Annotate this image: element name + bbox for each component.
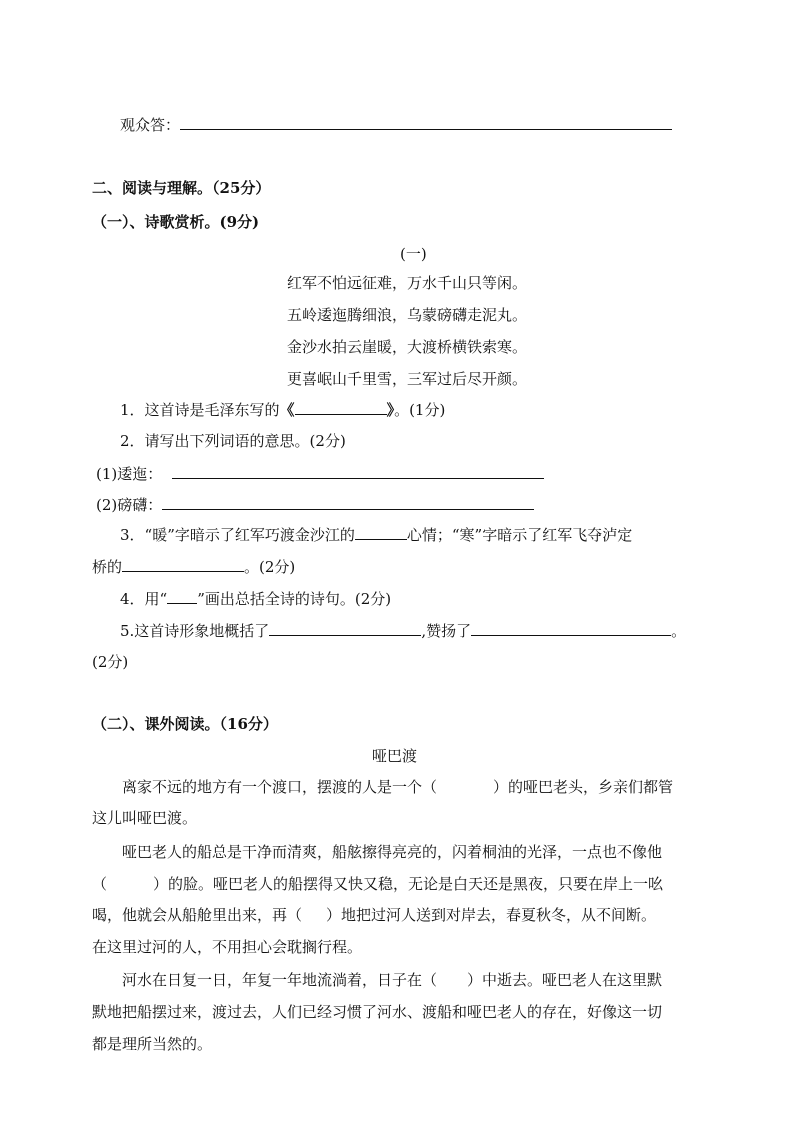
q5-answer-blank-1[interactable] bbox=[269, 620, 421, 636]
story-p2-line-3: 喝，他就会从船舱里出来，再（ ）地把过河人送到对岸去，春夏秋冬，从不间断。 bbox=[92, 906, 657, 924]
story-p2-line-1: 哑巴老人的船总是干净而清爽，船舷擦得亮亮的，闪着桐油的光泽，一点也不像他 bbox=[122, 843, 663, 861]
story-p3-line-1: 河水在日复一日，年复一年地流淌着，日子在（ ）中逝去。哑巴老人在这里默 bbox=[122, 971, 663, 989]
question-3-line-1: 3．“暖”字暗示了红军巧渡金沙江的 心情；“寒”字暗示了红军飞夺泸定 bbox=[120, 526, 633, 544]
q3-answer-blank-2[interactable] bbox=[122, 556, 244, 572]
part2-title: （二）、课外阅读。（16分） bbox=[92, 715, 278, 733]
q4-underline-sample bbox=[167, 588, 197, 604]
story-p1-line-1: 离家不远的地方有一个渡口，摆渡的人是一个（ ）的哑巴老头，乡亲们都管 bbox=[122, 778, 674, 796]
question-2: 2．请写出下列词语的意思。(2分) bbox=[120, 432, 346, 450]
story-title: 哑巴渡 bbox=[372, 747, 418, 765]
q2-2-answer-blank[interactable] bbox=[162, 494, 534, 510]
section2-title: 二、阅读与理解。（25分） bbox=[92, 179, 271, 197]
question-5-score: (2分) bbox=[92, 653, 129, 671]
q2-1-answer-blank[interactable] bbox=[172, 463, 544, 479]
audience-answer-blank[interactable] bbox=[180, 114, 672, 130]
poem-line-3: 金沙水拍云崖暖，大渡桥横铁索寒。 bbox=[287, 338, 528, 356]
story-p3-line-2: 默地把船摆过来，渡过去，人们已经习惯了河水、渡船和哑巴老人的存在，好像这一切 bbox=[92, 1003, 663, 1021]
question-2-2: (2)磅礴： bbox=[96, 494, 534, 515]
question-1: 1．这首诗是毛泽东写的《 》。(1分) bbox=[120, 401, 446, 419]
poem-line-1: 红军不怕远征难，万水千山只等闲。 bbox=[287, 274, 528, 292]
question-2-1: (1)逶迤： bbox=[96, 463, 544, 484]
poem-line-2: 五岭逶迤腾细浪，乌蒙磅礴走泥丸。 bbox=[287, 306, 528, 324]
poem-line-4: 更喜岷山千里雪，三军过后尽开颜。 bbox=[287, 370, 528, 388]
q3-answer-blank-1[interactable] bbox=[355, 524, 407, 540]
audience-label: 观众答： bbox=[120, 116, 181, 134]
story-p1-line-2: 这儿叫哑巴渡。 bbox=[92, 809, 198, 827]
audience-answer-line bbox=[120, 114, 672, 135]
story-p2-line-4: 在这里过河的人，不用担心会耽搁行程。 bbox=[92, 938, 363, 956]
question-3-line-2: 桥的 。(2分) bbox=[92, 558, 296, 576]
q1-answer-blank[interactable] bbox=[295, 399, 387, 415]
q5-answer-blank-2[interactable] bbox=[471, 620, 671, 636]
question-4: 4．用“ ”画出总括全诗的诗句。(2分) bbox=[120, 590, 392, 608]
part1-title: （一）、诗歌赏析。(9分) bbox=[92, 213, 260, 231]
poem-number: (一) bbox=[400, 245, 427, 263]
story-p3-line-3: 都是理所当然的。 bbox=[92, 1035, 213, 1053]
question-5: 5.这首诗形象地概括了 ,赞扬了 。 bbox=[120, 622, 687, 640]
story-p2-line-2: （ ）的脸。哑巴老人的船摆得又快又稳，无论是白天还是黑夜，只要在岸上一吆 bbox=[92, 875, 664, 893]
